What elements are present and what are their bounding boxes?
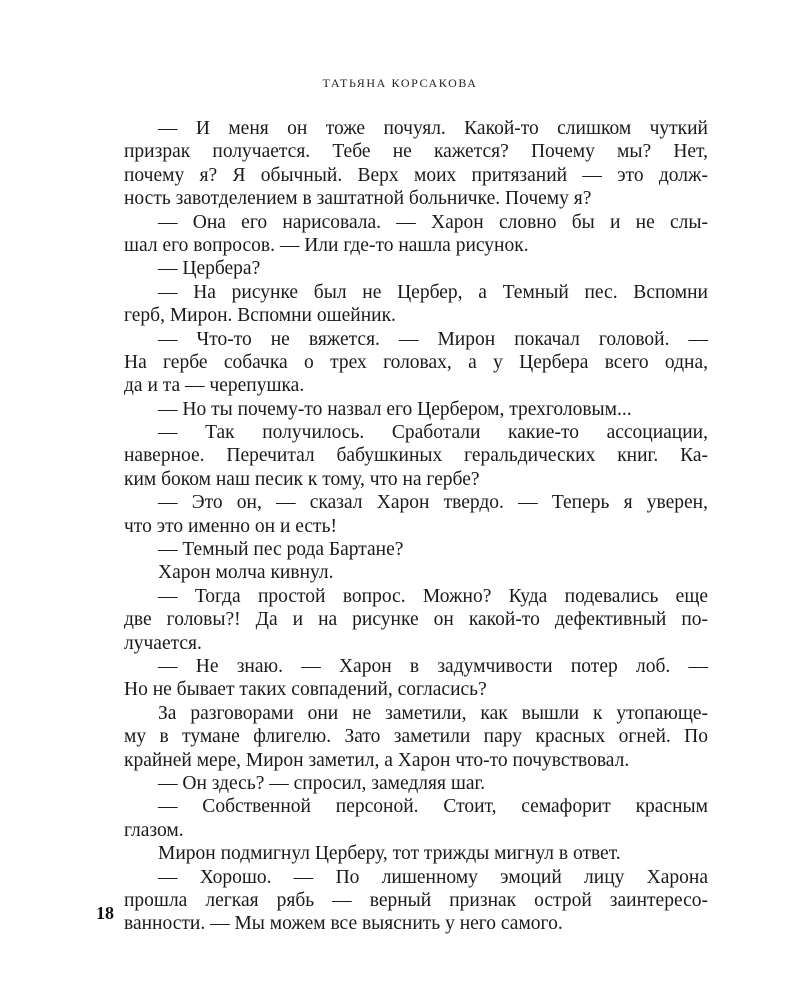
text-line: — Не знаю. — Харон в задумчивости потер лоб. — <box>158 655 708 677</box>
text-line: — Но ты почему-то назвал его Цербером, трехголовым... <box>158 398 632 420</box>
text-line: — Так получилось. Сработали какие-то ассоциации, <box>158 422 708 444</box>
text-line: лучается. <box>124 632 202 654</box>
text-line: герб, Мирон. Вспомни ошейник. <box>124 305 396 327</box>
text-line: почему я? Я обычный. Верх моих притязаний — это долж- <box>124 164 708 186</box>
text-line: — Цербера? <box>158 258 261 280</box>
text-line: прошла легкая рябь — верный признак острой заинтересо- <box>124 889 708 911</box>
text-line: ность завотделением в заштатной больничке. Почему я? <box>124 188 592 210</box>
text-line: да и та — черепушка. <box>124 375 305 397</box>
text-line: две головы?! Да и на рисунке он какой-то дефективный по- <box>124 609 708 631</box>
text-line: Харон молча кивнул. <box>158 562 334 584</box>
text-line: — Что-то не вяжется. — Мирон покачал головой. — <box>158 328 708 350</box>
text-line: — Собственной персоной. Стоит, семафорит красным <box>158 796 708 818</box>
text-line: ким боком наш песик к тому, что на гербе? <box>124 468 480 490</box>
text-line: — Он здесь? — спросил, замедляя шаг. <box>158 772 486 794</box>
text-line: — Хорошо. — По лишенному эмоций лицу Харона <box>158 866 708 888</box>
text-line: — Она его нарисовала. — Харон словно бы и не слы- <box>158 211 708 233</box>
text-line: что это именно он и есть! <box>124 515 337 537</box>
text-line: крайней мере, Мирон заметил, а Харон что-то почувствовал. <box>124 749 630 771</box>
text-line: наверное. Перечитал бабушкиных геральдических книг. Ка- <box>124 445 708 467</box>
text-line: — Тогда простой вопрос. Можно? Куда подевались еще <box>158 585 708 607</box>
text-line: Но не бывает таких совпадений, согласись? <box>124 679 487 701</box>
text-line: На гербе собачка о трех головах, а у Цербера всего одна, <box>124 351 708 373</box>
text-line: Мирон подмигнул Церберу, тот трижды мигнул в ответ. <box>158 843 621 865</box>
text-line: призрак получается. Тебе не кажется? Почему мы? Нет, <box>124 141 708 163</box>
page-number: 18 <box>96 903 114 923</box>
text-line: — И меня он тоже почуял. Какой-то слишком чуткий <box>158 118 708 139</box>
text-line: — Темный пес рода Бартане? <box>158 539 404 561</box>
text-line: ванности. — Мы можем все выяснить у него самого. <box>124 913 563 935</box>
body-text <box>124 117 708 936</box>
running-head: ТАТЬЯНА КОРСАКОВА <box>322 76 478 90</box>
text-line: глазом. <box>124 819 184 841</box>
text-line: шал его вопросов. — Или где-то нашла рисунок. <box>124 234 529 256</box>
text-line: — На рисунке был не Цербер, а Темный пес. Вспомни <box>158 281 708 303</box>
text-line: — Это он, — сказал Харон твердо. — Теперь я уверен, <box>158 492 708 514</box>
text-line: За разговорами они не заметили, как вышли к утопающе- <box>158 702 708 724</box>
text-line: му в тумане флигелю. Зато заметили пару красных огней. По <box>124 726 708 748</box>
